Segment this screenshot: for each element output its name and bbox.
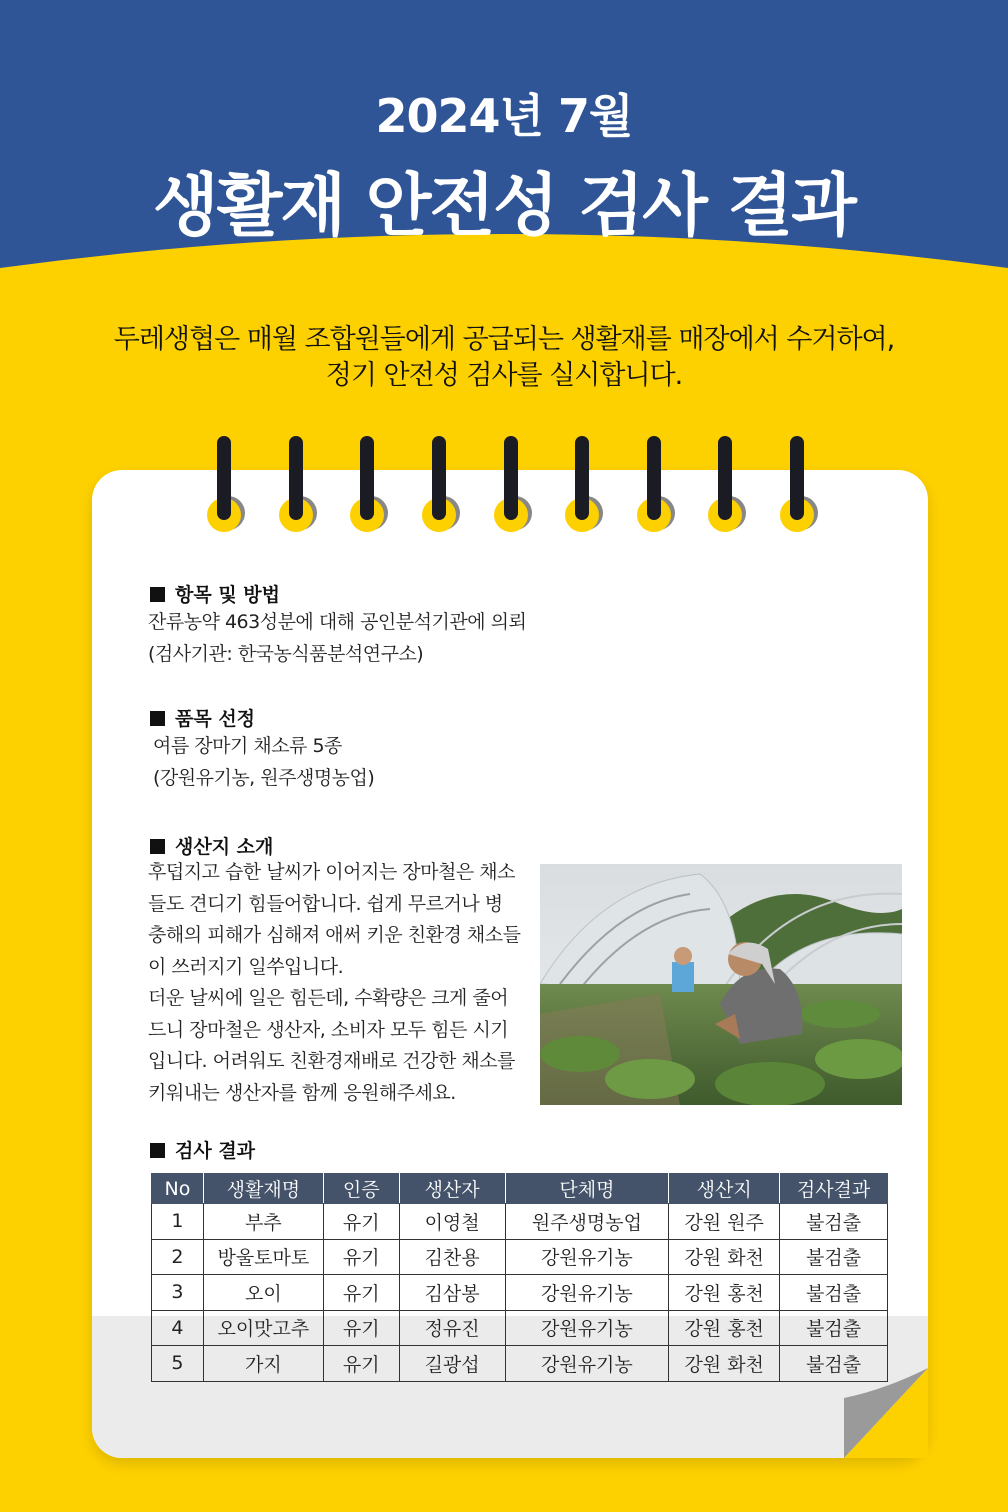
header-banner xyxy=(0,0,1008,280)
table-row: 1 부추 유기 이영철 원주생명농업 강원 원주 불검출 xyxy=(152,1204,888,1240)
greenhouse-farmer-photo xyxy=(540,864,902,1105)
section-body-selection: 여름 장마기 채소류 5종 (강원유기농, 원주생명농업) xyxy=(153,735,375,789)
section-heading-selection: 품목 선정 xyxy=(150,704,255,731)
page-curl-icon xyxy=(844,1368,928,1458)
spiral-ring-icon xyxy=(279,436,313,532)
section-heading-results: 검사 결과 xyxy=(150,1136,255,1163)
section-body-method: 잔류농약 463성분에 대해 공인분석기관에 의뢰 (검사기관: 한국농식품분석연구소) xyxy=(148,611,527,665)
col-header-no: No xyxy=(152,1174,204,1204)
square-bullet-icon xyxy=(150,711,165,726)
table-header-row xyxy=(152,1174,888,1204)
table-row: 2 방울토마토 유기 김찬용 강원유기농 강원 화천 불검출 xyxy=(152,1239,888,1275)
intro-line-1: 두레생협은 매월 조합원들에게 공급되는 생활재를 매장에서 수거하여, xyxy=(113,324,895,355)
spiral-ring-icon xyxy=(708,436,742,532)
square-bullet-icon xyxy=(150,1143,165,1158)
col-header-result: 검사결과 xyxy=(780,1174,888,1204)
table-row: 4 오이맛고추 유기 정유진 강원유기농 강원 홍천 불검출 xyxy=(152,1310,888,1346)
col-header-organization: 단체명 xyxy=(505,1174,669,1204)
table-row: 5 가지 유기 길광섭 강원유기농 강원 화천 불검출 xyxy=(152,1346,888,1382)
col-header-producer: 생산자 xyxy=(399,1174,505,1204)
spiral-ring-icon xyxy=(422,436,456,532)
table-row: 3 오이 유기 김삼봉 강원유기농 강원 홍천 불검출 xyxy=(152,1275,888,1311)
spiral-ring-icon xyxy=(780,436,814,532)
spiral-ring-icon xyxy=(565,436,599,532)
producer-description: 후덥지고 습한 날씨가 이어지는 장마철은 채소 들도 견디기 힘들어합니다. 쉽게 무르거나 병 충해의 피해가 심해져 애써 키운 친환경 채소들 이 쓰러지기 일쑤입니다. 더운 날씨에 일은 힘든데, 수확량은 크게 줄어 드니 장마철은 생산자, 소비자 모두 힘든 시기 입니다. 어려워도 친환경재배로 건강한 채소를 키워내는 생산자를 함께 응원해주세요. xyxy=(148,861,521,1104)
spiral-ring-icon xyxy=(350,436,384,532)
section-heading-method: 항목 및 방법 xyxy=(150,580,280,607)
col-header-origin: 생산지 xyxy=(669,1174,780,1204)
square-bullet-icon xyxy=(150,587,165,602)
col-header-product: 생활재명 xyxy=(203,1174,323,1204)
spiral-ring-icon xyxy=(207,436,241,532)
page-title: 생활재 안전성 검사 결과 xyxy=(153,167,855,246)
intro-line-2: 정기 안전성 검사를 실시합니다. xyxy=(325,360,683,391)
spiral-ring-icon xyxy=(494,436,528,532)
square-bullet-icon xyxy=(150,839,165,854)
section-heading-producer: 생산지 소개 xyxy=(150,832,273,859)
header-year: 2024년 7월 xyxy=(375,89,633,143)
spiral-ring-icon xyxy=(637,436,671,532)
results-table xyxy=(151,1173,888,1382)
intro-text xyxy=(0,322,1008,394)
col-header-certification: 인증 xyxy=(323,1174,399,1204)
